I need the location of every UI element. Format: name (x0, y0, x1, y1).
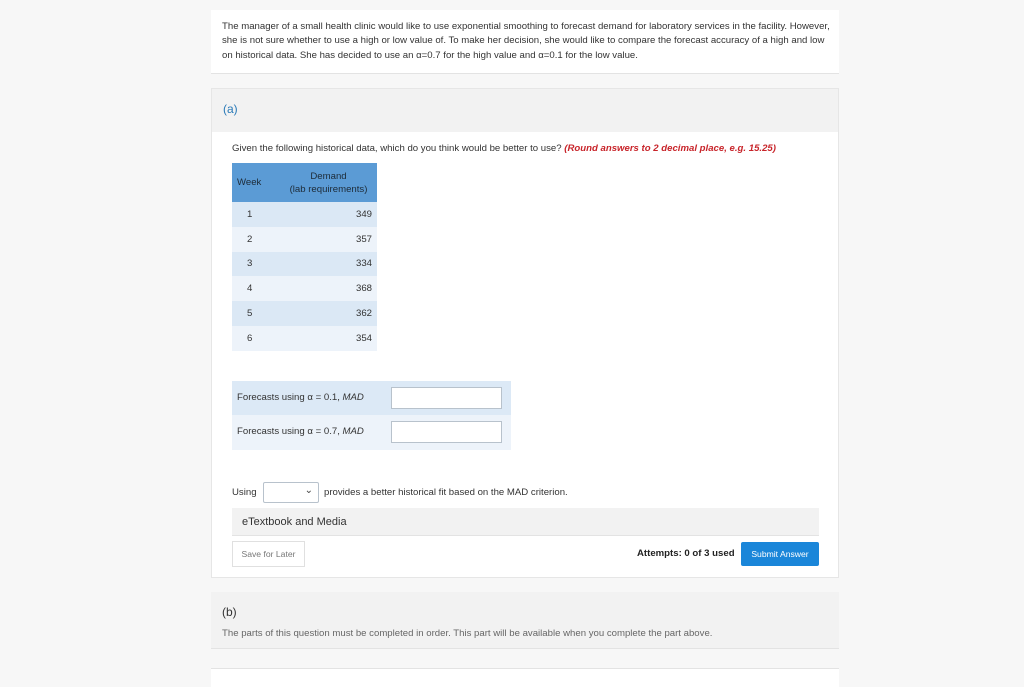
intro-card (211, 10, 839, 74)
week-cell: 3 (232, 252, 280, 277)
table-row (232, 301, 377, 326)
table-row (232, 276, 377, 301)
part-a-header (212, 89, 838, 132)
mad-row-high-alpha (232, 415, 511, 450)
demand-cell: 349 (280, 202, 377, 227)
submit-answer-button[interactable]: Submit Answer (741, 542, 819, 566)
mad-low-label: Forecasts using α = 0.1, MAD (237, 392, 364, 403)
demand-header-line2: (lab requirements) (289, 183, 368, 195)
mad-answer-box (232, 381, 511, 450)
table-row (232, 227, 377, 252)
etextbook-bar[interactable] (232, 508, 819, 536)
week-cell: 5 (232, 301, 280, 326)
mad-low-input[interactable] (391, 387, 502, 409)
part-a-label: (a) (223, 102, 238, 116)
table-row (232, 252, 377, 277)
mad-row-low-alpha (232, 381, 511, 416)
part-b-note: The parts of this question must be completed in order. This part will be available when you complete the part above. (222, 628, 713, 639)
next-section-card (211, 668, 839, 687)
table-header-row (232, 163, 377, 202)
mad-high-input[interactable] (391, 421, 502, 443)
demand-cell: 362 (280, 301, 377, 326)
week-cell: 2 (232, 227, 280, 252)
question-prompt: Given the following historical data, which do you think would be better to use? (232, 143, 562, 154)
table-row (232, 202, 377, 227)
part-b-panel (211, 592, 839, 649)
save-for-later-button[interactable]: Save for Later (232, 541, 305, 567)
etextbook-label: eTextbook and Media (242, 516, 347, 528)
demand-header-line1: Demand (310, 170, 347, 182)
part-a-panel (211, 88, 839, 578)
rounding-note: (Round answers to 2 decimal place, e.g. 15.25) (564, 143, 776, 154)
chevron-down-icon: ⌄ (304, 485, 313, 496)
intro-text: The manager of a small health clinic would like to use exponential smoothing to forecast demand for laboratory services in the facility. However, she is not sure whether to use a high or low value of. To make her decision, she would like to compare the forecast accuracy of a high and low on historical data. She has decided to use an α=0.7 for the high value and α=0.1 for the low value. (222, 21, 830, 61)
week-header: Week (232, 163, 280, 202)
demand-cell: 368 (280, 276, 377, 301)
week-cell: 4 (232, 276, 280, 301)
table-row (232, 326, 377, 351)
week-cell: 6 (232, 326, 280, 351)
part-b-label: (b) (222, 605, 237, 619)
demand-header (280, 163, 377, 202)
using-word: Using (232, 487, 257, 498)
historical-data-table (232, 163, 377, 351)
demand-cell: 354 (280, 326, 377, 351)
alpha-select[interactable] (263, 482, 319, 503)
week-cell: 1 (232, 202, 280, 227)
demand-cell: 334 (280, 252, 377, 277)
using-rest-text: provides a better historical fit based on the MAD criterion. (324, 487, 568, 498)
attempts-counter: Attempts: 0 of 3 used (637, 548, 735, 559)
mad-high-label: Forecasts using α = 0.7, MAD (237, 426, 364, 437)
demand-cell: 357 (280, 227, 377, 252)
question-text (232, 143, 776, 154)
